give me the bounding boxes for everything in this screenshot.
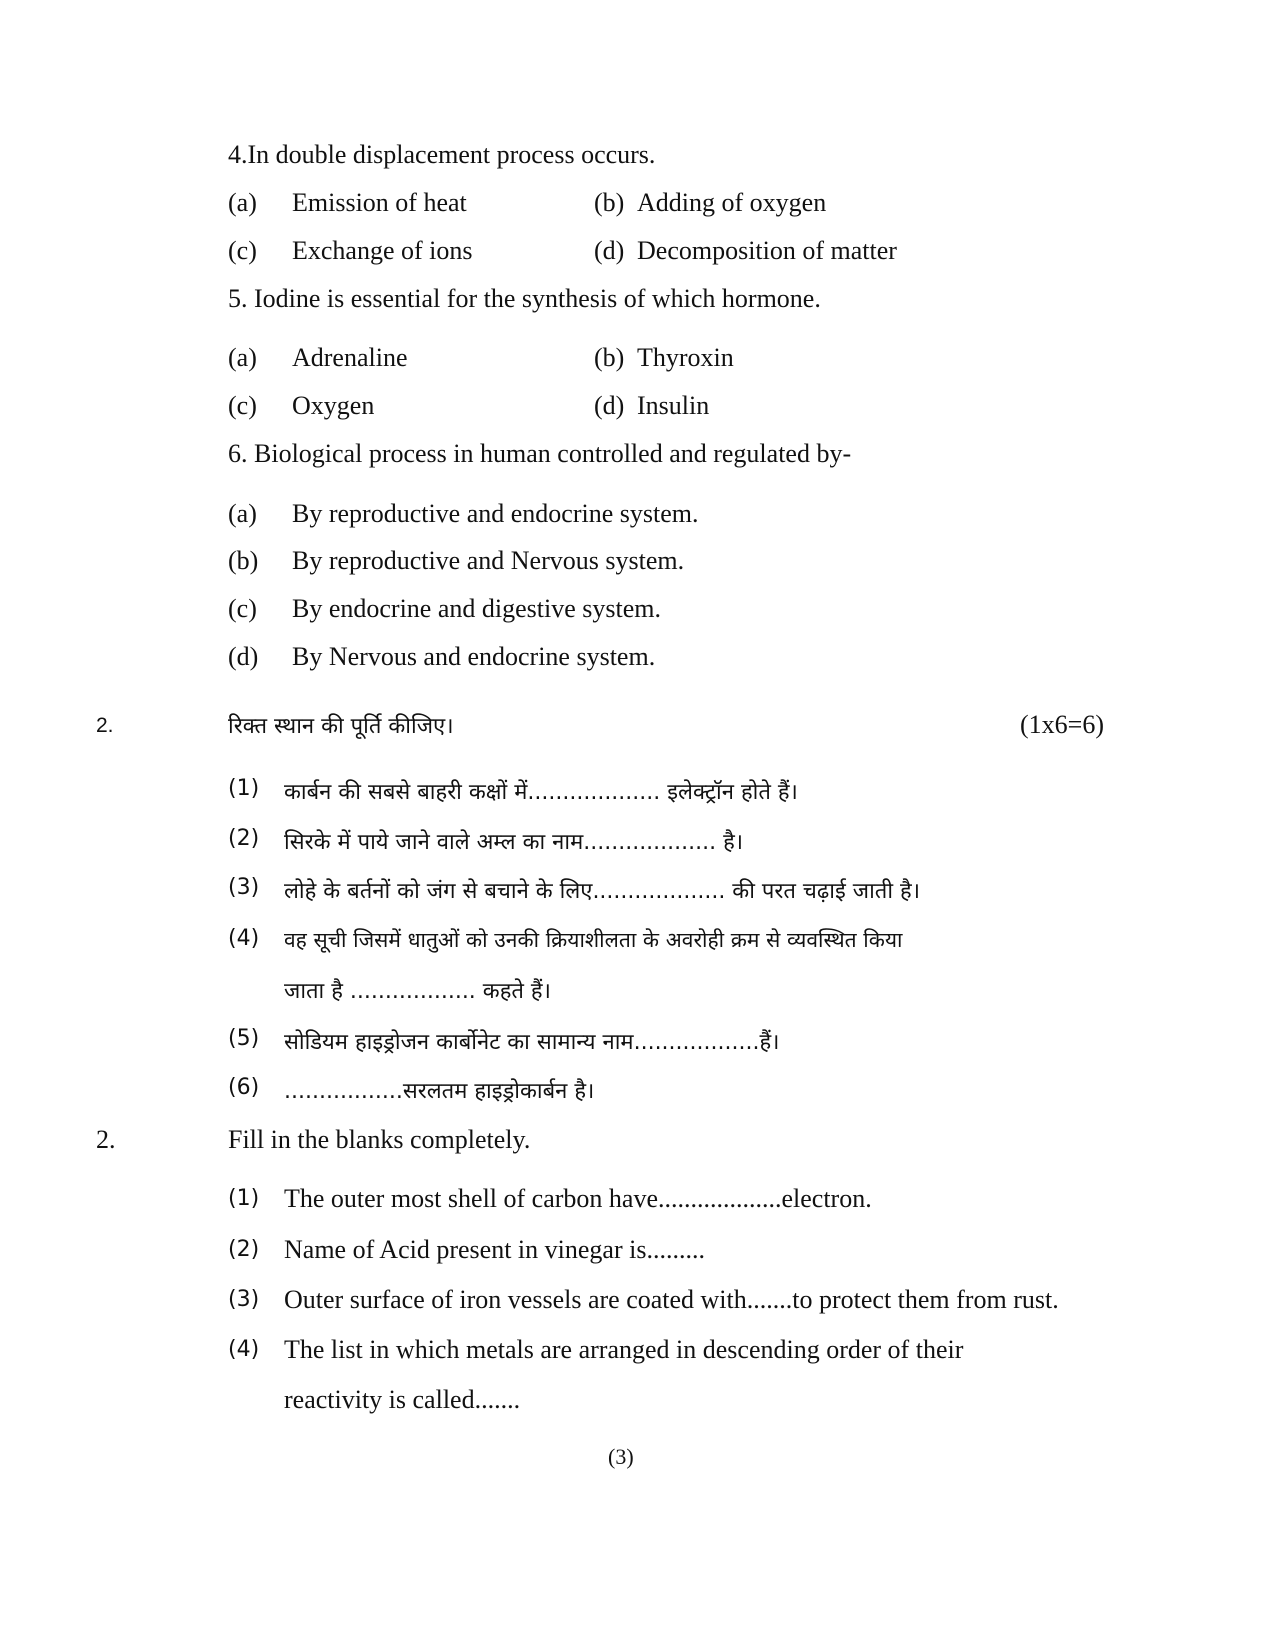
- blank-text: कार्बन की सबसे बाहरी कक्षों में................... इलेक्ट्रॉन होते हैं।: [284, 780, 798, 805]
- blank-text: .................सरलतम हाइड्रोकार्बन है।: [284, 1079, 595, 1104]
- option-label: (d): [594, 236, 625, 265]
- option-text: By reproductive and endocrine system.: [292, 499, 699, 528]
- blank-text: सिरके में पाये जाने वाले अम्ल का नाम................... है।: [284, 830, 744, 855]
- blank-text-continued: जाता है .................. कहते हैं।: [284, 979, 551, 1004]
- option-label: (a): [228, 499, 257, 528]
- blank-text: लोहे के बर्तनों को जंग से बचाने के लिए................... की परत चढ़ाई जाती है।: [284, 879, 921, 904]
- option-text: By reproductive and Nervous system.: [292, 546, 685, 575]
- option-text: Adding of oxygen: [637, 188, 827, 217]
- blank-label: (4): [228, 926, 260, 951]
- blank-label: (2): [228, 1237, 260, 1262]
- blank-text: Name of Acid present in vinegar is.........: [284, 1235, 705, 1264]
- option-text: Insulin: [637, 391, 710, 420]
- section-number: 2.: [96, 1125, 116, 1154]
- option-text: Adrenaline: [292, 343, 408, 372]
- option-label: (c): [228, 236, 257, 265]
- option-label: (b): [228, 546, 259, 575]
- section-title: Fill in the blanks completely.: [228, 1125, 531, 1154]
- option-text: Exchange of ions: [292, 236, 473, 265]
- blank-text: Outer surface of iron vessels are coated with.......to protect them from rust.: [284, 1285, 1059, 1314]
- option-label: (b): [594, 343, 625, 372]
- blank-label: (6): [228, 1075, 260, 1100]
- option-label: (d): [228, 642, 259, 671]
- page-number: (3): [608, 1444, 634, 1469]
- question-5: 5. Iodine is essential for the synthesis of which hormone.: [228, 284, 821, 313]
- option-text: Oxygen: [292, 391, 375, 420]
- blank-text: वह सूची जिसमें धातुओं को उनकी क्रियाशीलता के अवरोही क्रम से व्यवस्थित किया: [284, 928, 903, 952]
- option-text: By Nervous and endocrine system.: [292, 642, 656, 671]
- option-label: (c): [228, 391, 257, 420]
- blank-text: The outer most shell of carbon have...................electron.: [284, 1184, 872, 1213]
- blank-text-continued: reactivity is called.......: [284, 1385, 521, 1414]
- blank-label: (3): [228, 1287, 260, 1312]
- option-text: By endocrine and digestive system.: [292, 594, 661, 623]
- option-label: (a): [228, 188, 257, 217]
- option-text: Emission of heat: [292, 188, 467, 217]
- option-text: Thyroxin: [637, 343, 734, 372]
- blank-label: (5): [228, 1026, 260, 1051]
- blank-label: (1): [228, 776, 260, 801]
- blank-label: (3): [228, 875, 260, 900]
- question-6: 6. Biological process in human controlled and regulated by-: [228, 439, 852, 468]
- section-number: 2.: [96, 714, 114, 737]
- blank-label: (2): [228, 826, 260, 851]
- option-text: Decomposition of matter: [637, 236, 897, 265]
- option-label: (b): [594, 188, 625, 217]
- blank-text: The list in which metals are arranged in descending order of their: [284, 1335, 964, 1364]
- blank-text: सोडियम हाइड्रोजन कार्बोनेट का सामान्य नाम..................हैं।: [284, 1030, 780, 1055]
- option-label: (d): [594, 391, 625, 420]
- option-label: (a): [228, 343, 257, 372]
- blank-label: (1): [228, 1186, 260, 1211]
- blank-label: (4): [228, 1337, 260, 1362]
- option-label: (c): [228, 594, 257, 623]
- section-marks: (1x6=6): [1020, 710, 1104, 739]
- question-4: 4.In double displacement process occurs.: [228, 140, 656, 169]
- section-title: रिक्त स्थान की पूर्ति कीजिए।: [228, 714, 454, 739]
